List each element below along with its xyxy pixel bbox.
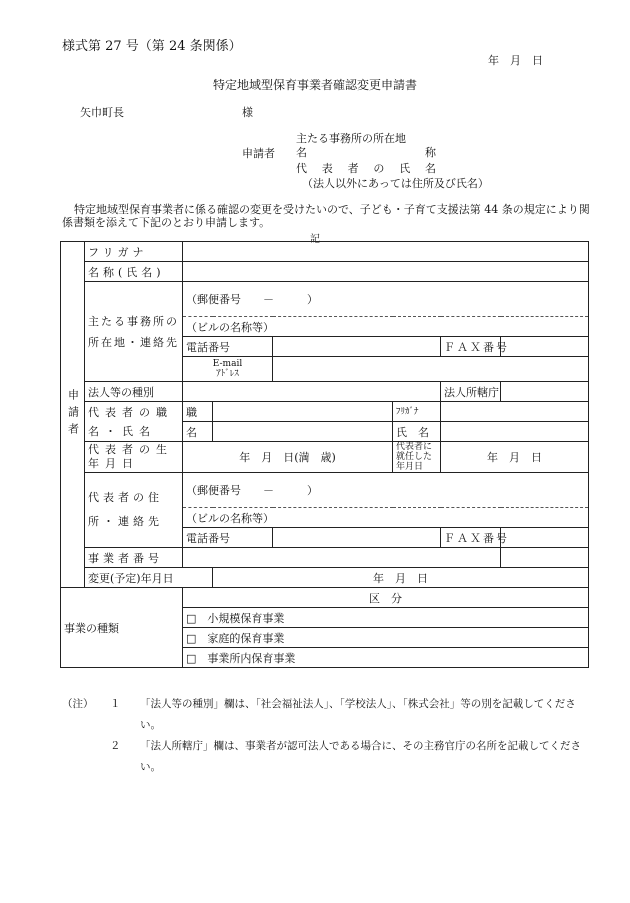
office-building-field[interactable]: （ビルの名称等） [183,317,589,337]
name-field[interactable] [183,262,589,282]
rep-title-field-2[interactable] [213,422,393,442]
category-home-based[interactable]: □ 家庭的保育事業 [183,628,589,648]
rep-address-label: 代表者の住所・連絡先 [85,473,183,548]
furigana-field[interactable] [183,242,589,262]
jurisdiction-label: 法人所轄庁 [441,382,501,402]
office-fax-label: ＦＡＸ番号 [441,337,501,357]
category-small-scale[interactable]: □ 小規模保育事業 [183,608,589,628]
business-number-label: 事業者番号 [85,548,183,568]
application-form-table [60,241,589,668]
applicant-address-label: 主たる事務所の所在地 [296,132,406,145]
rep-fax-label: ＦＡＸ番号 [441,528,501,548]
rep-furigana-label: ﾌﾘｶﾞﾅ [393,402,441,422]
addressee: 矢巾町長 [80,106,124,119]
rep-furigana-field[interactable] [441,402,589,422]
rep-birth-field[interactable]: 年 月 日(満 歳) [183,442,393,473]
office-address-label: 主たる事務所の所在地・連絡先 [85,282,183,382]
rep-phone-label: 電話番号 [183,528,273,548]
rep-building-field[interactable]: （ビルの名称等） [183,508,589,528]
business-type-label: 事業の種類 [61,588,183,668]
email-field[interactable] [273,357,589,382]
appointed-field[interactable]: 年 月 日 [441,442,589,473]
category-workplace[interactable]: □ 事業所内保育事業 [183,648,589,668]
note-item: （注） １ 「法人等の種別」欄は、「社会福祉法人」、「学校法人」、「株式会社」等の別を記載してください。 [62,698,576,731]
applicant-rep-label: 代 表 者 の 氏 名 [296,162,436,175]
change-date-label: 変更(予定)年月日 [85,568,213,588]
ki-label: 記 [310,234,320,245]
name-label: 名称(氏名) [85,262,183,282]
rep-title-field[interactable] [213,402,393,422]
jurisdiction-field[interactable] [501,382,589,402]
honorific: 様 [242,106,253,119]
rep-postal-field[interactable]: （郵便番号 － ） [183,473,589,508]
email-label: E-mail ｱﾄﾞﾚｽ [183,357,273,382]
category-header: 区 分 [183,588,589,608]
corp-type-label: 法人等の種別 [85,382,183,402]
applicant-name-label: 名 称 [296,146,436,159]
note-item: ２ 「法人所轄庁」欄は、事業者が認可法人である場合に、その主務官庁の名所を記載してください。 [110,740,581,773]
office-postal-field[interactable]: （郵便番号 － ） [183,282,589,317]
rep-fax-field[interactable] [501,528,589,548]
document-title: 特定地域型保育事業者確認変更申請書 [212,78,417,92]
rep-phone-field[interactable] [273,528,441,548]
rep-title-name-label: 代表者の職名・氏名 [85,402,183,442]
change-date-field[interactable]: 年 月 日 [213,568,589,588]
notes [62,694,592,778]
applicant-vertical-label: 申請者 [61,242,85,588]
corp-type-field[interactable] [183,382,441,402]
rep-name-field[interactable] [441,422,589,442]
business-number-field[interactable] [183,548,501,568]
date-fields[interactable]: 年 月 日 [488,54,543,67]
mei-label: 名 [183,422,213,442]
request-statement: 特定地域型保育事業者に係る確認の変更を受けたいので、子ども・子育て支援法第 44 条の規定により関係書類を添えて下記のとおり申請します。 [62,203,590,229]
applicant-note: （法人以外にあっては住所及び氏名） [302,177,489,190]
furigana-label: フリガナ [85,242,183,262]
office-phone-label: 電話番号 [183,337,273,357]
office-fax-field[interactable] [501,337,589,357]
business-number-field-2[interactable] [501,548,589,568]
shoku-label: 職 [183,402,213,422]
rep-shimei-label: 氏 名 [393,422,441,442]
form-number: 様式第 27 号（第 24 条関係） [62,39,242,54]
appointed-label: 代表者に就任した年月日 [393,442,441,473]
rep-birth-label: 代表者の生年月日 [85,442,183,473]
applicant-label: 申請者 [242,147,275,160]
office-phone-field[interactable] [273,337,441,357]
